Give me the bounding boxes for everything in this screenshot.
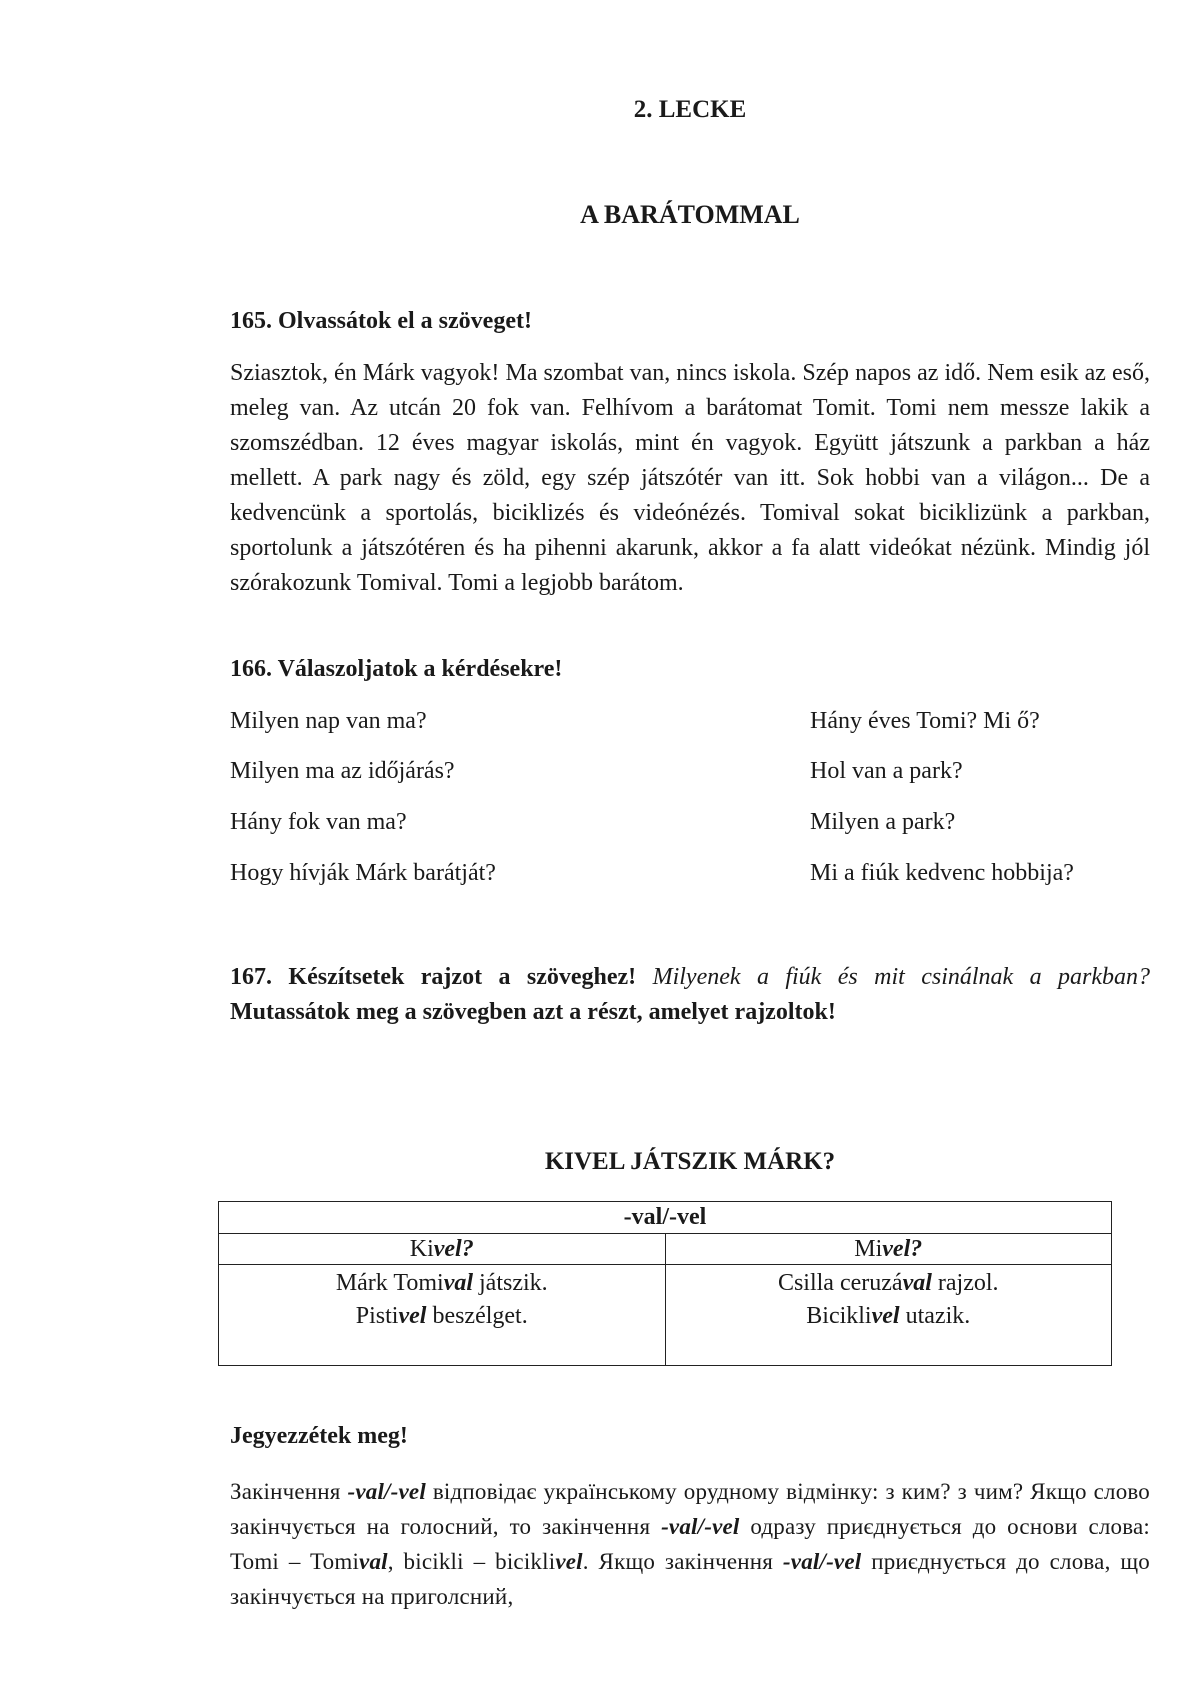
question-right-4: Mi a fiúk kedvenc hobbija? <box>810 860 1074 886</box>
question-right-3: Milyen a park? <box>810 809 956 835</box>
example-line: Biciklivel utazik. <box>806 1303 971 1329</box>
question-right-1: Hány éves Tomi? Mi ő? <box>810 708 1040 734</box>
example-line: Pistivel beszélget. <box>355 1303 528 1329</box>
exercise-167-instruction: Mutassátok meg a szövegben azt a részt, amelyet rajzoltok! <box>230 999 836 1025</box>
exercise-167 <box>230 960 1150 1030</box>
question-right-2: Hol van a park? <box>810 758 963 784</box>
exercise-165-heading: 165. Olvassátok el a szöveget! <box>230 308 532 334</box>
exercise-165-text: Sziasztok, én Márk vagyok! Ma szombat van, nincs iskola. Szép napos az idő. Nem esik az eső, meleg van. Az utcán 20 fok van. Felhívom a barátomat Tomit. Tomi nem messze lakik a szomszédban. 12 éves magyar iskolás, mint én vagyok. Együtt játszunk a parkban a ház mellett. A park nagy és zöld, egy szép játszótér van itt. Sok hobbi van a világon... De a kedvencünk a sportolás, biciklizés és videónézés. Tomival sokat biciklizünk a parkban, sportolunk a játszótéren és ha pihenni akarunk, akkor a fa alatt videókat nézünk. Mindig jól szórakozunk Tomival. Tomi a legjobb barátom. <box>230 360 1150 596</box>
table-title: KIVEL JÁTSZIK MÁRK? <box>544 1148 836 1175</box>
column-header-mivel: Mivel? <box>665 1234 1112 1265</box>
exercise-167-task: 167. Készítsetek rajzot a szöveghez! <box>230 964 637 990</box>
lesson-title: A BARÁTOMMAL <box>580 200 800 229</box>
mivel-examples <box>665 1265 1112 1366</box>
question-left-3: Hány fok van ma? <box>230 809 407 835</box>
exercise-167-question: Milyenek a fiúk és mit csinálnak a parkban? <box>652 964 1151 990</box>
example-line: Márk Tomival játszik. <box>335 1270 548 1296</box>
table-header: -val/-vel <box>219 1202 1112 1234</box>
question-left-2: Milyen ma az időjárás? <box>230 758 455 784</box>
example-line: Csilla ceruzával rajzol. <box>777 1270 999 1296</box>
grammar-table <box>218 1201 1112 1366</box>
question-left-4: Hogy hívják Márk barátját? <box>230 860 496 886</box>
kivel-examples <box>219 1265 666 1366</box>
exercise-166-heading: 166. Válaszoljatok a kérdésekre! <box>230 656 563 682</box>
note-title: Jegyezzétek meg! <box>230 1423 408 1449</box>
lesson-number: 2. LECKE <box>633 96 747 123</box>
question-left-1: Milyen nap van ma? <box>230 708 427 734</box>
column-header-kivel: Kivel? <box>219 1234 666 1265</box>
grammar-note-text: Закінчення -val/-vel відповідає українському орудному відмінку: з ким? з чим? Якщо слово закінчується на голосний, то закінчення -val/-vel одразу приєднується до основи слова: Tomi – Tomival, bicikli – biciklivel. Якщо закінчення -val/-vel приєднується до слова, що закінчується на приголсний, <box>230 1479 1151 1609</box>
